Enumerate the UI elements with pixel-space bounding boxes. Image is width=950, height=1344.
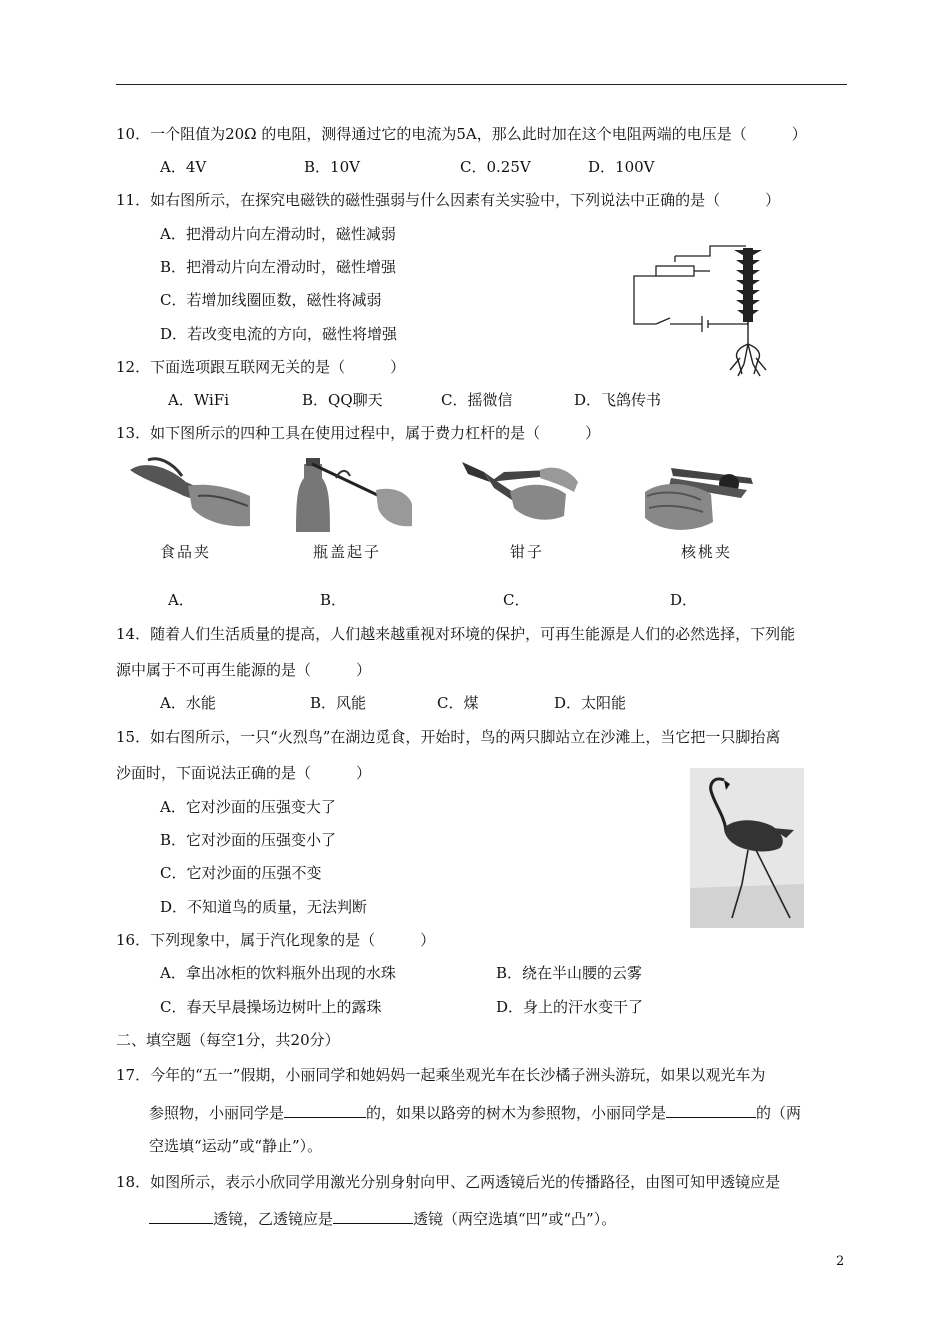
header-rule (116, 84, 847, 85)
q12-option-c: C．摇微信 (441, 391, 513, 409)
q15-option-d: D．不知道鸟的质量，无法判断 (160, 898, 368, 916)
q12-option-d: D．飞鸽传书 (574, 391, 662, 409)
q10-option-b: B．10V (304, 158, 360, 176)
q14-option-a: A．水能 (160, 694, 216, 712)
q17-line-3: 空选填“运动”或“静止”）。 (149, 1137, 323, 1155)
q10-option-d: D．100V (588, 158, 655, 176)
q13-caption-nutcracker: 核桃夹 (681, 543, 733, 561)
q13-option-d: D． (670, 591, 698, 609)
q14-line-1: 14．随着人们生活质量的提高，人们越来越重视对环境的保护，可再生能源是人们的必然选择，下列能 (116, 625, 796, 643)
section-heading-fill-in: 二、填空题（每空1分，共20分） (116, 1031, 340, 1049)
q13-caption-pliers: 钳子 (510, 543, 545, 561)
q13-stem: 13．如下图所示的四种工具在使用过程中，属于费力杠杆的是（ ） (116, 424, 601, 442)
q10-option-c: C．0.25V (460, 158, 531, 176)
q16-option-b: B．绕在半山腰的云雾 (496, 964, 643, 982)
flamingo-image (690, 768, 804, 928)
q18-line-1: 18．如图所示，表示小欣同学用激光分别身射向甲、乙两透镜后光的传播路径，由图可知甲透镜应是 (116, 1173, 781, 1191)
q12-stem: 12．下面选项跟互联网无关的是（ ） (116, 358, 406, 376)
q14-option-d: D．太阳能 (554, 694, 627, 712)
q17-line-1: 17．今年的“五一”假期，小丽同学和她妈妈一起乘坐观光车在长沙橘子洲头游玩，如果以观光车为 (116, 1066, 766, 1084)
page-number: 2 (836, 1254, 845, 1269)
q11-option-d: D．若改变电流的方向，磁性将增强 (160, 325, 398, 343)
q17-text-c: 的（两 (756, 1104, 802, 1122)
q11-stem: 11．如右图所示，在探究电磁铁的磁性强弱与什么因素有关实验中，下列说法中正确的是（ ） (116, 191, 781, 209)
q17-text-b: 的，如果以路旁的树木为参照物，小丽同学是 (366, 1104, 667, 1122)
q15-line-1: 15．如右图所示，一只“火烈鸟”在湖边觅食，开始时，鸟的两只脚站立在沙滩上，当它把一只脚抬离 (116, 728, 781, 746)
q13-option-b: B． (320, 591, 347, 609)
bottle-opener-image (296, 456, 414, 534)
q15-line-2: 沙面时，下面说法正确的是（ ） (116, 764, 372, 782)
q18-line-2 (149, 1207, 616, 1229)
q16-stem: 16．下列现象中，属于汽化现象的是（ ） (116, 931, 436, 949)
q14-option-c: C．煤 (437, 694, 479, 712)
q16-option-d: D．身上的汗水变干了 (496, 998, 644, 1016)
q18-blank-1[interactable] (149, 1207, 213, 1224)
q13-caption-food-tongs: 食品夹 (160, 543, 212, 561)
pliers-image (454, 452, 582, 532)
q18-blank-2[interactable] (333, 1207, 413, 1224)
q17-blank-1[interactable] (284, 1101, 366, 1118)
q11-option-c: C．若增加线圈匝数，磁性将减弱 (160, 291, 382, 309)
q17-blank-2[interactable] (666, 1101, 756, 1118)
q14-option-b: B．风能 (310, 694, 367, 712)
q13-option-c: C． (503, 591, 530, 609)
q13-caption-bottle-opener: 瓶盖起子 (313, 543, 382, 561)
food-tongs-image (128, 456, 254, 532)
nutcracker-image (641, 456, 765, 536)
q11-option-b: B．把滑动片向左滑动时，磁性增强 (160, 258, 397, 276)
q17-line-2 (149, 1101, 801, 1123)
q15-option-b: B．它对沙面的压强变小了 (160, 831, 337, 849)
q18-text-b: 透镜，乙透镜应是 (213, 1210, 334, 1228)
q10-stem: 10．一个阻值为20Ω 的电阻，测得通过它的电流为5A，那么此时加在这个电阻两端的电压是（ ） (116, 125, 807, 143)
q11-option-a: A．把滑动片向左滑动时，磁性减弱 (160, 225, 396, 243)
q15-option-a: A．它对沙面的压强变大了 (160, 798, 336, 816)
q16-option-c: C．春天早晨操场边树叶上的露珠 (160, 998, 382, 1016)
q17-text-a: 参照物，小丽同学是 (149, 1104, 285, 1122)
q12-option-a: A．WiFi (168, 391, 229, 409)
q12-option-b: B．QQ聊天 (302, 391, 383, 409)
q18-text-c: 透镜（两空选填“凹”或“凸”）。 (413, 1210, 617, 1228)
q10-option-a: A．4V (160, 158, 207, 176)
q15-option-c: C．它对沙面的压强不变 (160, 864, 322, 882)
electromagnet-circuit-figure (626, 240, 796, 390)
q13-option-a: A． (168, 591, 194, 609)
q14-line-2: 源中属于不可再生能源的是（ ） (116, 661, 372, 679)
q16-option-a: A．拿出冰柜的饮料瓶外出现的水珠 (160, 964, 396, 982)
